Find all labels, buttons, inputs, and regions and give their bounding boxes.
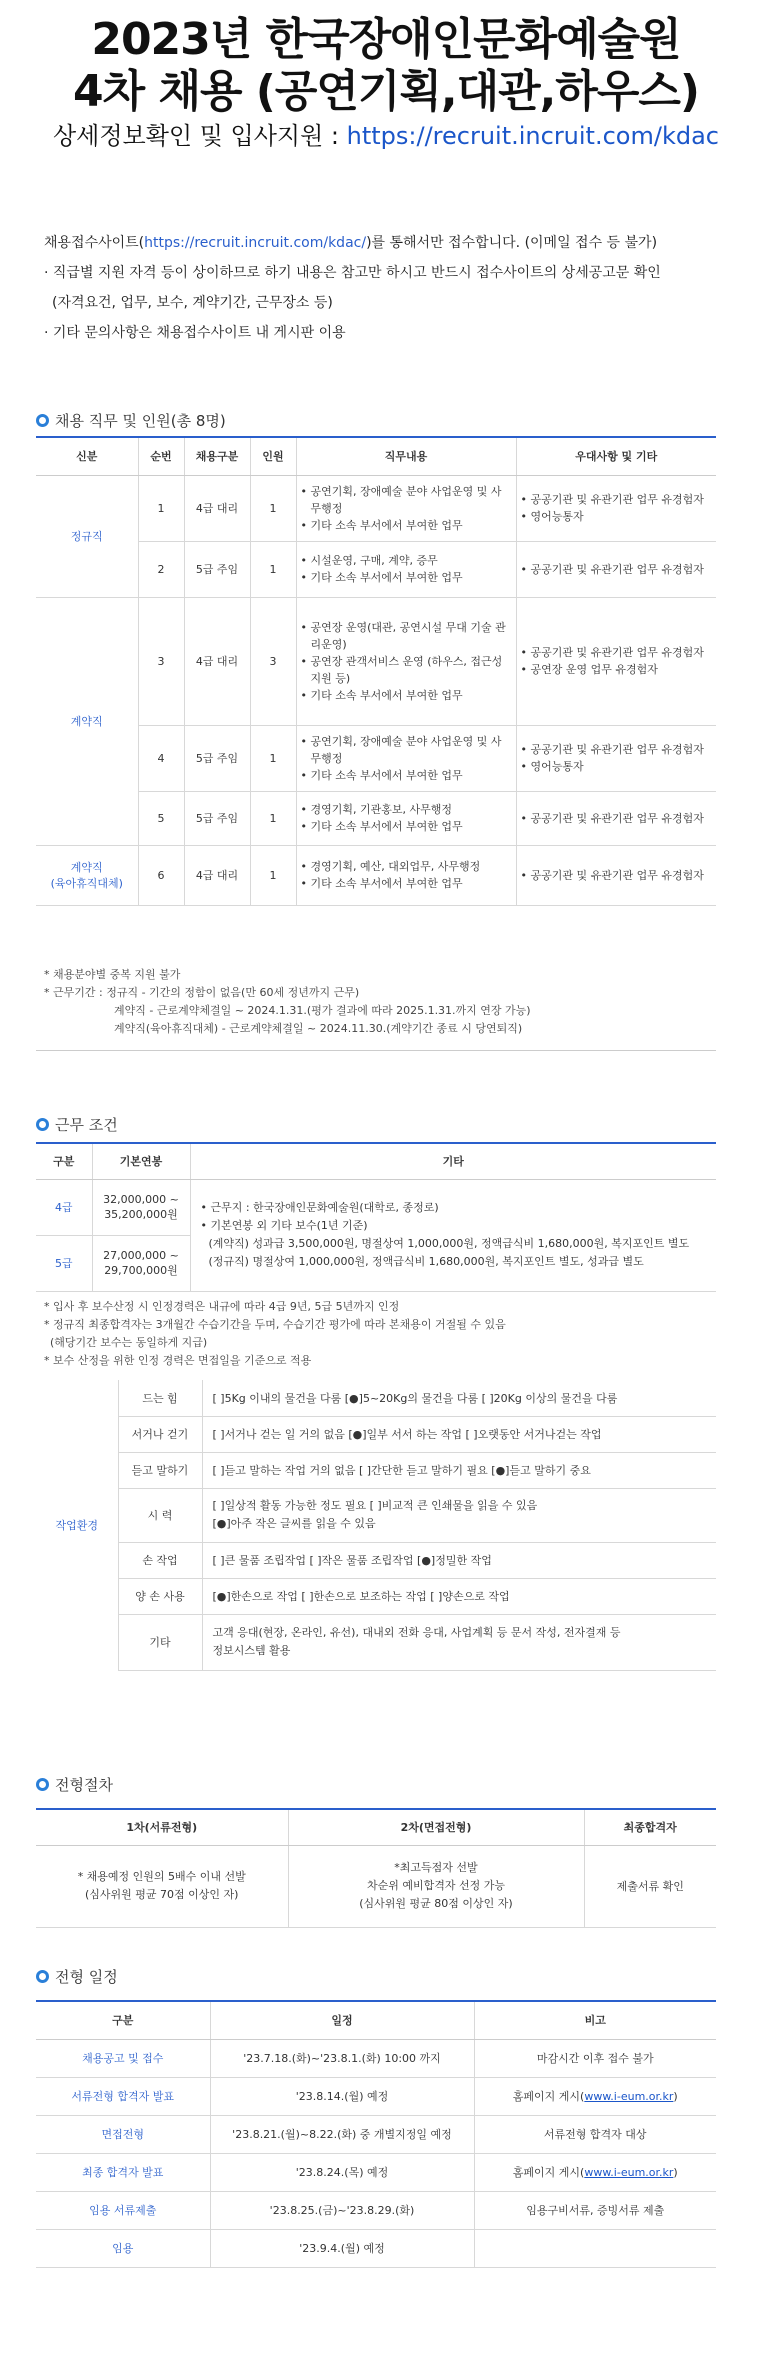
intro-line1-pre: 채용접수사이트( — [44, 235, 145, 251]
env-row-label: 서거나 걷기 — [118, 1416, 202, 1452]
th-duty: 직무내용 — [296, 437, 516, 475]
note-line: * 근무기간 : 정규직 - 기간의 정함이 없음(만 60세 정년까지 근무) — [44, 986, 360, 999]
cell-note — [474, 2115, 716, 2153]
cell-step: 최종 합격자 발표 — [36, 2153, 210, 2191]
cell-no: 4 — [138, 725, 184, 791]
pref-item: • 공공기관 및 유관기관 업무 유경험자 — [521, 561, 713, 578]
env-row-label: 시 력 — [118, 1488, 202, 1542]
cell-grade: 5급 주임 — [184, 791, 250, 845]
cell-pref — [516, 475, 716, 541]
env-row-text: [ ]큰 물품 조립작업 [ ]작은 물품 조립작업 [●]정밀한 작업 — [202, 1542, 716, 1578]
env-row-label: 듣고 말하기 — [118, 1452, 202, 1488]
etc-line: (계약직) 성과급 3,500,000원, 명절상여 1,000,000원, 정액급식비 1,680,000원, 복지포인트 별도 — [208, 1237, 690, 1250]
duty-item: • 공연장 관객서비스 운영 (하우스, 접근성 지원 등) — [301, 653, 512, 687]
section-conditions-title — [36, 1114, 118, 1135]
cell-step: 서류전형 합격자 발표 — [36, 2077, 210, 2115]
stage1-line: * 채용예정 인원의 5배수 이내 선발 — [77, 1870, 246, 1883]
cell-count: 1 — [250, 791, 296, 845]
pref-item: • 영어능통자 — [521, 758, 713, 775]
th-etc: 기타 — [190, 1143, 716, 1179]
etc-line: • 근무지 : 한국장애인문화예술원(대학로, 종정로) — [200, 1201, 439, 1214]
env-row-text: [ ]서거나 걷는 일 거의 없음 [●]일부 서서 하는 작업 [ ]오랫동안 서거나걷는 작업 — [202, 1416, 716, 1452]
pref-item: • 공공기관 및 유관기관 업무 유경험자 — [521, 867, 713, 884]
th-final: 최종합격자 — [584, 1809, 716, 1845]
env-row-label: 손 작업 — [118, 1542, 202, 1578]
table-row — [36, 2153, 716, 2191]
th-note: 비고 — [474, 2001, 716, 2039]
recruit-link[interactable]: https://recruit.incruit.com/kdac — [346, 122, 719, 150]
note-text: 홈페이지 게시( — [512, 2090, 585, 2103]
table-row — [36, 2229, 716, 2267]
th-date: 일정 — [210, 2001, 474, 2039]
duty-item: • 공연기획, 장애예술 분야 사업운영 및 사무행정 — [301, 733, 512, 767]
table-row — [36, 1380, 716, 1416]
cell-duty — [296, 597, 516, 725]
cell-grade: 5급 주임 — [184, 725, 250, 791]
table-row — [36, 791, 716, 845]
th-no: 순번 — [138, 437, 184, 475]
cell-pref — [516, 725, 716, 791]
env-row-line: [ ]일상적 활동 가능한 정도 필요 [ ]비교적 큰 인쇄물을 읽을 수 있음 — [212, 1499, 538, 1512]
section-jobs-title — [36, 410, 226, 431]
jobs-notes — [44, 966, 531, 1038]
jobs-table — [36, 436, 716, 906]
note-line: * 정규직 최종합격자는 3개월간 수습기간을 두며, 수습기간 평가에 따라 본채용이 거절될 수 있음 — [44, 1318, 506, 1331]
intro-url[interactable]: https://recruit.incruit.com/kdac/ — [144, 235, 367, 251]
subtitle-label: 상세정보확인 및 입사지원 : — [53, 122, 347, 150]
cell-stage1 — [36, 1845, 288, 1927]
th-count: 인원 — [250, 437, 296, 475]
note-text: 마감시간 이후 접수 불가 — [536, 2052, 654, 2065]
env-row-text: [ ]5Kg 이내의 물건을 다룸 [●]5~20Kg의 물건을 다룸 [ ]20Kg 이상의 물건을 다룸 — [202, 1380, 716, 1416]
note-line: * 채용분야별 중복 지원 불가 — [44, 968, 181, 981]
cell-date: '23.8.25.(금)~'23.8.29.(화) — [210, 2191, 474, 2229]
th-step: 구분 — [36, 2001, 210, 2039]
table-row — [36, 1542, 716, 1578]
group-parental — [36, 845, 138, 905]
homepage-link[interactable]: www.i-eum.or.kr — [584, 2166, 674, 2179]
cell-no: 6 — [138, 845, 184, 905]
section-process-title-text: 전형절차 — [55, 1776, 113, 1794]
stage1-line: (심사위원 평균 70점 이상인 자) — [85, 1888, 239, 1901]
env-row-text — [202, 1488, 716, 1542]
cell-count: 1 — [250, 725, 296, 791]
section-bullet-icon — [36, 1778, 49, 1791]
table-row — [36, 2039, 716, 2077]
note-line: (해당기간 보수는 동일하게 지급) — [50, 1336, 208, 1349]
salary-min: 32,000,000 ~ — [103, 1192, 179, 1206]
cell-grade: 5급 — [36, 1235, 92, 1291]
group-regular: 정규직 — [36, 475, 138, 597]
cell-count: 1 — [250, 541, 296, 597]
env-row-text: [●]한손으로 작업 [ ]한손으로 보조하는 작업 [ ]양손으로 작업 — [202, 1578, 716, 1614]
duty-item: • 공연기획, 장애예술 분야 사업운영 및 사무행정 — [301, 483, 512, 517]
table-row — [36, 475, 716, 541]
cell-no: 5 — [138, 791, 184, 845]
cell-duty — [296, 845, 516, 905]
intro-line1 — [44, 228, 744, 258]
cell-note — [474, 2229, 716, 2267]
pref-item: • 공연장 운영 업무 유경험자 — [521, 661, 713, 678]
stage2-line: *최고득점자 선발 — [394, 1861, 478, 1874]
pref-item: • 공공기관 및 유관기관 업무 유경험자 — [521, 491, 713, 508]
note-text: 홈페이지 게시( — [512, 2166, 585, 2179]
conditions-notes — [44, 1298, 506, 1370]
intro-line2: · 직급별 지원 자격 등이 상이하므로 하기 내용은 참고만 하시고 반드시 접수사이트의 상세공고문 확인 — [44, 265, 661, 281]
note-line: 계약직(육아휴직대체) - 근로계약체결일 ~ 2024.11.30.(계약기간 종료 시 당연퇴직) — [114, 1022, 523, 1035]
note-line: * 입사 후 보수산정 시 인정경력은 내규에 따라 4급 9년, 5급 5년까지 인정 — [44, 1300, 400, 1313]
process-table — [36, 1808, 716, 1928]
env-row-label: 양 손 사용 — [118, 1578, 202, 1614]
divider — [36, 1050, 716, 1051]
intro-line3: (자격요건, 업무, 보수, 계약기간, 근무장소 등) — [52, 295, 333, 311]
page-title-line2: 4차 채용 (공연기획,대관,하우스) — [73, 66, 699, 117]
stage2-line: 차순위 예비합격자 선정 가능 — [366, 1879, 505, 1892]
conditions-header-row — [36, 1143, 716, 1179]
note-text: 서류전형 합격자 대상 — [543, 2128, 647, 2141]
th-status: 신분 — [36, 437, 138, 475]
jobs-header-row — [36, 437, 716, 475]
page-title-line1: 2023년 한국장애인문화예술원 — [91, 14, 681, 65]
table-row — [36, 597, 716, 725]
cell-note — [474, 2153, 716, 2191]
cell-salary — [92, 1179, 190, 1235]
cell-count: 3 — [250, 597, 296, 725]
env-row-line: 고객 응대(현장, 온라인, 유선), 대내외 전화 응대, 사업계획 등 문서 작성, 전자결재 등 — [212, 1626, 621, 1639]
pref-item: • 영어능통자 — [521, 508, 713, 525]
cell-grade: 4급 대리 — [184, 845, 250, 905]
note-line: * 보수 산정을 위한 인정 경력은 면접일을 기준으로 적용 — [44, 1354, 312, 1367]
section-bullet-icon — [36, 414, 49, 427]
cell-no: 3 — [138, 597, 184, 725]
cell-date: '23.8.14.(월) 예정 — [210, 2077, 474, 2115]
duty-item: • 경영기획, 예산, 대외업무, 사무행정 — [301, 858, 512, 875]
subtitle — [0, 116, 772, 151]
section-jobs-title-text: 채용 직무 및 인원(총 8명) — [55, 412, 226, 430]
duty-item: • 기타 소속 부서에서 부여한 업무 — [301, 818, 512, 835]
table-row — [36, 1416, 716, 1452]
env-row-line: 정보시스템 활용 — [212, 1644, 291, 1657]
section-bullet-icon — [36, 1970, 49, 1983]
homepage-link[interactable]: www.i-eum.or.kr — [584, 2090, 674, 2103]
conditions-table — [36, 1142, 716, 1292]
cell-no: 1 — [138, 475, 184, 541]
section-schedule-title-text: 전형 일정 — [55, 1968, 118, 1986]
note-text: ) — [673, 2166, 678, 2179]
cell-note — [474, 2077, 716, 2115]
section-conditions-title-text: 근무 조건 — [55, 1116, 118, 1134]
duty-item: • 기타 소속 부서에서 부여한 업무 — [301, 569, 512, 586]
schedule-table — [36, 2000, 716, 2268]
table-row — [36, 541, 716, 597]
table-row — [36, 1488, 716, 1542]
group-parental-line1: 계약직 — [70, 861, 103, 874]
cell-stage2 — [288, 1845, 584, 1927]
cell-salary — [92, 1235, 190, 1291]
duty-item: • 경영기획, 기관홍보, 사무행정 — [301, 801, 512, 818]
cell-date: '23.7.18.(화)~'23.8.1.(화) 10:00 까지 — [210, 2039, 474, 2077]
duty-item: • 시설운영, 구매, 계약, 증무 — [301, 552, 512, 569]
schedule-header-row — [36, 2001, 716, 2039]
duty-item: • 기타 소속 부서에서 부여한 업무 — [301, 687, 512, 704]
th-pref: 우대사항 및 기타 — [516, 437, 716, 475]
salary-max: 29,700,000원 — [104, 1263, 178, 1277]
note-text: 임용구비서류, 증빙서류 제출 — [526, 2204, 665, 2217]
table-row — [36, 1578, 716, 1614]
th-stage1: 1차(서류전형) — [36, 1809, 288, 1845]
stage2-line: (심사위원 평균 80점 이상인 자) — [359, 1897, 513, 1910]
cell-count: 1 — [250, 845, 296, 905]
cell-date: '23.9.4.(월) 예정 — [210, 2229, 474, 2267]
cell-grade: 4급 — [36, 1179, 92, 1235]
cell-step: 임용 — [36, 2229, 210, 2267]
env-row-label: 드는 힘 — [118, 1380, 202, 1416]
table-row — [36, 2191, 716, 2229]
table-row — [36, 1845, 716, 1927]
cell-note — [474, 2191, 716, 2229]
cell-pref — [516, 597, 716, 725]
th-grade: 채용구분 — [184, 437, 250, 475]
table-row — [36, 2077, 716, 2115]
cell-count: 1 — [250, 475, 296, 541]
cell-step: 면접전형 — [36, 2115, 210, 2153]
table-row — [36, 1614, 716, 1670]
cell-pref — [516, 845, 716, 905]
cell-pref — [516, 791, 716, 845]
duty-item: • 기타 소속 부서에서 부여한 업무 — [301, 767, 512, 784]
table-row — [36, 2115, 716, 2153]
cell-pref — [516, 541, 716, 597]
table-row — [36, 725, 716, 791]
th-grade: 구분 — [36, 1143, 92, 1179]
group-parental-line2: (육아휴직대체) — [50, 877, 123, 890]
th-salary: 기본연봉 — [92, 1143, 190, 1179]
salary-min: 27,000,000 ~ — [103, 1248, 179, 1262]
cell-final: 제출서류 확인 — [584, 1845, 716, 1927]
etc-line: (정규직) 명절상여 1,000,000원, 정액급식비 1,680,000원, 복지포인트 별도, 성과급 별도 — [208, 1255, 644, 1268]
note-line: 계약직 - 근로계약체결일 ~ 2024.1.31.(평가 결과에 따라 2025.1.31.까지 연장 가능) — [114, 1004, 531, 1017]
intro-line1-post: )를 통해서만 접수합니다. (이메일 접수 등 불가) — [366, 235, 658, 251]
env-label: 작업환경 — [55, 1519, 98, 1532]
intro-block — [44, 228, 744, 348]
env-row-line: [●]아주 작은 글씨를 읽을 수 있음 — [212, 1517, 376, 1530]
intro-line4: · 기타 문의사항은 채용접수사이트 내 게시판 이용 — [44, 325, 346, 341]
pref-item: • 공공기관 및 유관기관 업무 유경험자 — [521, 810, 713, 827]
cell-duty — [296, 541, 516, 597]
cell-date: '23.8.21.(월)~8.22.(화) 중 개별지정일 예정 — [210, 2115, 474, 2153]
env-row-text — [202, 1614, 716, 1670]
env-row-label: 기타 — [118, 1614, 202, 1670]
cell-duty — [296, 475, 516, 541]
cell-note — [474, 2039, 716, 2077]
group-contract: 계약직 — [36, 597, 138, 845]
section-bullet-icon — [36, 1118, 49, 1131]
table-row — [36, 1452, 716, 1488]
work-env-table — [36, 1380, 716, 1671]
cell-grade: 4급 대리 — [184, 597, 250, 725]
cell-grade: 4급 대리 — [184, 475, 250, 541]
pref-item: • 공공기관 및 유관기관 업무 유경험자 — [521, 644, 713, 661]
cell-etc — [190, 1179, 716, 1291]
cell-step: 채용공고 및 접수 — [36, 2039, 210, 2077]
cell-step: 임용 서류제출 — [36, 2191, 210, 2229]
env-row-text: [ ]듣고 말하는 작업 거의 없음 [ ]간단한 듣고 말하기 필요 [●]듣고 말하기 중요 — [202, 1452, 716, 1488]
duty-item: • 공연장 운영(대관, 공연시설 무대 기술 관리운영) — [301, 619, 512, 653]
table-row — [36, 845, 716, 905]
cell-grade: 5급 주임 — [184, 541, 250, 597]
table-row — [36, 1179, 716, 1235]
cell-no: 2 — [138, 541, 184, 597]
process-header-row — [36, 1809, 716, 1845]
pref-item: • 공공기관 및 유관기관 업무 유경험자 — [521, 741, 713, 758]
th-stage2: 2차(면접전형) — [288, 1809, 584, 1845]
section-schedule-title — [36, 1966, 118, 1987]
duty-item: • 기타 소속 부서에서 부여한 업무 — [301, 517, 512, 534]
duty-item: • 기타 소속 부서에서 부여한 업무 — [301, 875, 512, 892]
salary-max: 35,200,000원 — [104, 1207, 178, 1221]
cell-duty — [296, 725, 516, 791]
section-process-title — [36, 1774, 113, 1795]
note-text: ) — [673, 2090, 678, 2103]
cell-date: '23.8.24.(목) 예정 — [210, 2153, 474, 2191]
etc-line: • 기본연봉 외 기타 보수(1년 기준) — [200, 1219, 368, 1232]
cell-duty — [296, 791, 516, 845]
